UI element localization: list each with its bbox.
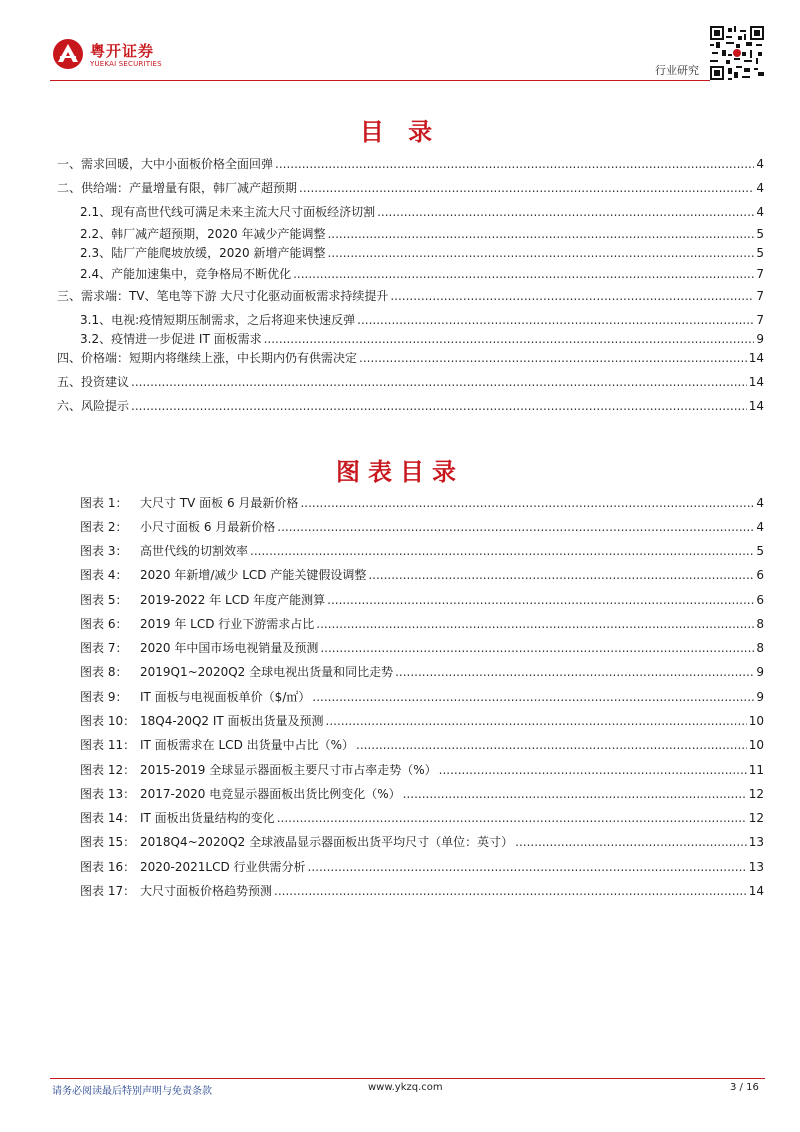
figure-page: 6 xyxy=(756,568,764,582)
figure-entry[interactable] xyxy=(80,640,764,656)
toc-entry-page: 9 xyxy=(756,332,764,346)
leader-dots xyxy=(300,495,754,511)
leader-dots xyxy=(377,204,754,220)
footer-website[interactable]: www.ykzq.com xyxy=(368,1082,443,1093)
toc-entry-page: 4 xyxy=(756,205,764,219)
toc-entry[interactable] xyxy=(57,180,764,196)
figure-page: 10 xyxy=(748,714,764,728)
leader-dots xyxy=(312,689,754,705)
leader-dots xyxy=(327,226,754,242)
figure-number: 图表 13： xyxy=(80,787,136,801)
figure-page: 12 xyxy=(748,787,764,801)
figure-caption: 18Q4-20Q2 IT 面板出货量及预测 xyxy=(140,714,324,728)
figure-page: 10 xyxy=(748,738,764,752)
toc-entry-label: 一、需求回暖，大中小面板价格全面回弹 xyxy=(57,157,274,171)
toc-entry-label: 三、需求端：TV、笔电等下游 大尺寸化驱动面板需求持续提升 xyxy=(57,289,389,303)
figures-title: 图表目录 xyxy=(336,458,464,486)
figure-caption: 2019 年 LCD 行业下游需求占比 xyxy=(140,617,315,631)
leader-dots xyxy=(275,156,754,172)
figure-page: 14 xyxy=(748,884,764,898)
leader-dots xyxy=(403,786,747,802)
figure-page: 8 xyxy=(756,641,764,655)
figure-entry[interactable] xyxy=(80,616,764,632)
figure-entry[interactable] xyxy=(80,689,764,705)
toc-entry-page: 14 xyxy=(748,399,764,413)
figure-number: 图表 7： xyxy=(80,641,128,655)
figure-page: 9 xyxy=(756,690,764,704)
figure-page: 6 xyxy=(756,593,764,607)
qr-code-icon xyxy=(710,26,764,80)
leader-dots xyxy=(359,350,747,366)
figure-entry[interactable] xyxy=(80,495,764,511)
figure-page: 13 xyxy=(748,835,764,849)
figure-caption: 2015-2019 全球显示器面板主要尺寸市占率走势（%） xyxy=(140,763,437,777)
brand-name-cn: 粤开证券 xyxy=(90,42,155,60)
figure-entry[interactable] xyxy=(80,567,764,583)
figure-number: 图表 8： xyxy=(80,665,128,679)
toc-subentry[interactable] xyxy=(80,226,764,242)
toc-title: 目 录 xyxy=(359,118,441,146)
leader-dots xyxy=(320,640,754,656)
toc-entry[interactable] xyxy=(57,156,764,172)
figure-number: 图表 11： xyxy=(80,738,136,752)
leader-dots xyxy=(395,664,754,680)
toc-entry-label: 3.2、疫情进一步促进 IT 面板需求 xyxy=(80,332,262,346)
brand-logo-icon xyxy=(52,38,84,70)
figure-entry[interactable] xyxy=(80,883,764,899)
toc-entry-page: 7 xyxy=(756,267,764,281)
figure-number: 图表 10： xyxy=(80,714,136,728)
figure-entry[interactable] xyxy=(80,543,764,559)
leader-dots xyxy=(131,374,747,390)
toc-entry-label: 四、价格端：短期内将继续上涨，中长期内仍有供需决定 xyxy=(57,351,358,365)
leader-dots xyxy=(390,288,754,304)
leader-dots xyxy=(327,245,754,261)
footer-disclaimer-link[interactable]: 请务必阅读最后特别声明与免责条款 xyxy=(52,1086,212,1097)
leader-dots xyxy=(131,398,747,414)
figure-caption: 2020 年中国市场电视销量及预测 xyxy=(140,641,319,655)
leader-dots xyxy=(277,519,754,535)
figure-number: 图表 17： xyxy=(80,884,136,898)
figure-page: 9 xyxy=(756,665,764,679)
leader-dots xyxy=(357,312,754,328)
toc-entry-label: 二、供给端：产量增量有限，韩厂减产超预期 xyxy=(57,181,298,195)
figure-number: 图表 15： xyxy=(80,835,136,849)
toc-entry-page: 4 xyxy=(756,157,764,171)
figure-caption: 高世代线的切割效率 xyxy=(140,544,249,558)
leader-dots xyxy=(327,592,754,608)
leader-dots xyxy=(515,834,747,850)
figure-entry[interactable] xyxy=(80,834,764,850)
leader-dots xyxy=(439,762,747,778)
toc-entry-page: 4 xyxy=(756,181,764,195)
toc-entry[interactable] xyxy=(57,350,764,366)
toc-entry-page: 14 xyxy=(748,351,764,365)
figure-caption: 大尺寸 TV 面板 6 月最新价格 xyxy=(140,496,299,510)
toc-entry-page: 5 xyxy=(756,227,764,241)
figure-entry[interactable] xyxy=(80,810,764,826)
leader-dots xyxy=(356,737,747,753)
toc-entry-label: 2.1、现有高世代线可满足未来主流大尺寸面板经济切割 xyxy=(80,205,376,219)
figure-caption: IT 面板需求在 LCD 出货量中占比（%） xyxy=(140,738,355,752)
toc-entry-label: 五、投资建议 xyxy=(57,375,130,389)
toc-entry-page: 7 xyxy=(756,289,764,303)
figure-number: 图表 16： xyxy=(80,860,136,874)
leader-dots xyxy=(316,616,754,632)
figure-number: 图表 5： xyxy=(80,593,128,607)
leader-dots xyxy=(308,859,747,875)
figure-caption: 2019Q1~2020Q2 全球电视出货量和同比走势 xyxy=(140,665,394,679)
page-header xyxy=(0,0,800,90)
leader-dots xyxy=(299,180,754,196)
brand-name-en: YUEKAI SECURITIES xyxy=(90,60,162,68)
figure-entry[interactable] xyxy=(80,859,764,875)
toc-subentry[interactable] xyxy=(80,312,764,328)
figure-number: 图表 12： xyxy=(80,763,136,777)
header-divider xyxy=(50,80,710,81)
figure-number: 图表 3： xyxy=(80,544,128,558)
toc-entry-page: 5 xyxy=(756,246,764,260)
figure-entry[interactable] xyxy=(80,762,764,778)
brand-logo xyxy=(52,38,182,76)
toc-entry-page: 14 xyxy=(748,375,764,389)
leader-dots xyxy=(368,567,754,583)
toc-subentry[interactable] xyxy=(80,245,764,261)
toc-entry-label: 六、风险提示 xyxy=(57,399,130,413)
toc-entry-label: 3.1、电视:疫情短期压制需求，之后将迎来快速反弹 xyxy=(80,313,356,327)
leader-dots xyxy=(264,331,754,347)
figure-number: 图表 2： xyxy=(80,520,128,534)
figure-page: 4 xyxy=(756,520,764,534)
toc-entry[interactable] xyxy=(57,288,764,304)
figure-page: 11 xyxy=(748,763,764,777)
footer-divider xyxy=(50,1078,765,1079)
figure-caption: 2018Q4~2020Q2 全球液晶显示器面板出货平均尺寸（单位：英寸） xyxy=(140,835,514,849)
figure-page: 5 xyxy=(756,544,764,558)
leader-dots xyxy=(326,713,747,729)
report-type-label: 行业研究 xyxy=(655,64,699,77)
toc-entry-label: 2.4、产能加速集中，竞争格局不断优化 xyxy=(80,267,292,281)
page-number: 3 / 16 xyxy=(730,1082,759,1093)
figure-caption: 2017-2020 电竞显示器面板出货比例变化（%） xyxy=(140,787,401,801)
figure-number: 图表 6： xyxy=(80,617,128,631)
figure-caption: 2020 年新增/减少 LCD 产能关键假设调整 xyxy=(140,568,367,582)
toc-entry-label: 2.3、陆厂产能爬坡放缓，2020 新增产能调整 xyxy=(80,246,326,260)
figure-page: 4 xyxy=(756,496,764,510)
figure-number: 图表 1： xyxy=(80,496,128,510)
figure-entry[interactable] xyxy=(80,713,764,729)
leader-dots xyxy=(277,810,747,826)
toc-subentry[interactable] xyxy=(80,266,764,282)
toc-entry-page: 7 xyxy=(756,313,764,327)
figure-caption: 大尺寸面板价格趋势预测 xyxy=(140,884,273,898)
leader-dots xyxy=(293,266,754,282)
toc-subentry[interactable] xyxy=(80,204,764,220)
toc-subentry[interactable] xyxy=(80,331,764,347)
leader-dots xyxy=(274,883,747,899)
figure-entry[interactable] xyxy=(80,786,764,802)
figure-entry[interactable] xyxy=(80,519,764,535)
figure-number: 图表 4： xyxy=(80,568,128,582)
figure-caption: 2020-2021LCD 行业供需分析 xyxy=(140,860,306,874)
figure-page: 12 xyxy=(748,811,764,825)
figure-number: 图表 14： xyxy=(80,811,136,825)
toc-entry[interactable] xyxy=(57,398,764,414)
figure-caption: IT 面板与电视面板单价（$/㎡） xyxy=(140,690,311,704)
figure-caption: 小尺寸面板 6 月最新价格 xyxy=(140,520,276,534)
toc-entry[interactable] xyxy=(57,374,764,390)
figure-caption: 2019-2022 年 LCD 年度产能测算 xyxy=(140,593,326,607)
figure-entry[interactable] xyxy=(80,737,764,753)
figure-entry[interactable] xyxy=(80,664,764,680)
figure-page: 8 xyxy=(756,617,764,631)
figure-page: 13 xyxy=(748,860,764,874)
leader-dots xyxy=(250,543,754,559)
figure-entry[interactable] xyxy=(80,592,764,608)
figure-number: 图表 9： xyxy=(80,690,128,704)
toc-entry-label: 2.2、韩厂减产超预期，2020 年减少产能调整 xyxy=(80,227,326,241)
figure-caption: IT 面板出货量结构的变化 xyxy=(140,811,275,825)
